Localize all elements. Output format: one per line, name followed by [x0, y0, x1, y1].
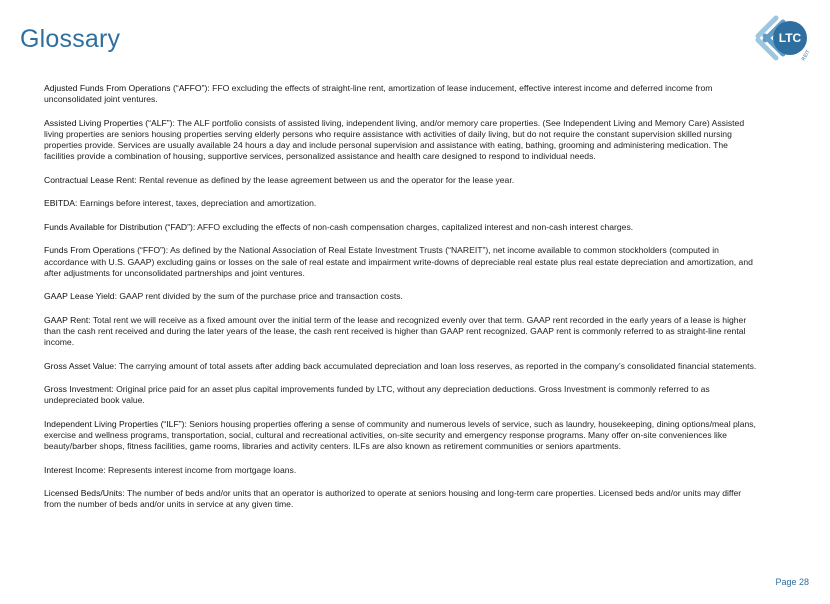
page-number: Page 28	[775, 577, 809, 587]
glossary-definition: The ALF portfolio consists of assisted living, independent living, and/or memory care properties. (See Independent Living and Memory Care) Assisted living properties are seniors housing properties serving elderly persons who require assistance with activities of daily living, but do not require the constant supervision skilled nursing properties provide. Services are usually available 24 hours a day and include personal supervision and assistance with eating, bathing, grooming and administering medication. The facilities provide a combination of housing, supportive services, personalized assistance and health care designed to respond to individual needs.	[44, 117, 745, 162]
glossary-entry: Independent Living Properties (“ILF”): Seniors housing properties offering a sense of community and numerous levels of service, such as laundry, housekeeping, dining options/meal plans, exercise and wellness programs, transportation, social, cultural and recreational activities, on-site security and emergency response programs. Many offer on-site conveniences like beauty/barber shops, fitness facilities, game rooms, libraries and activity centers. ILFs are also known as retirement communities or seniors apartments.	[44, 418, 756, 452]
glossary-entry: Contractual Lease Rent: Rental revenue as defined by the lease agreement between us and the operator for the lease year.	[44, 174, 515, 185]
logo-subtext: REIT	[800, 49, 812, 62]
glossary-definition: Earnings before interest, taxes, depreciation and amortization.	[79, 198, 317, 209]
glossary-definition: Original price paid for an asset plus capital improvements funded by LTC, without any depreciation deductions. Gross Investment is commonly referred to as undepreciated book value.	[44, 384, 710, 406]
glossary-term: Contractual Lease Rent	[44, 174, 135, 185]
glossary-definition: As defined by the National Association of Real Estate Investment Trusts (“NAREIT”), net income available to common stockholders (computed in accordance with U.S. GAAP) excluding gains or losses on the sale of real estate and impairment write-downs of depreciable real estate plus real estate depreciation and amortization, and after adjustments for unconsolidated partnerships and joint ventures.	[44, 245, 753, 278]
ltc-reit-logo	[752, 10, 814, 66]
glossary-term: Funds Available for Distribution (“FAD”)	[44, 221, 193, 232]
glossary-term: GAAP Lease Yield	[44, 291, 115, 302]
glossary-entry: Gross Investment: Original price paid for an asset plus capital improvements funded by LTC, without any depreciation deductions. Gross Investment is commonly referred to as undepreciated book value.	[44, 384, 710, 406]
glossary-entry: Assisted Living Properties (“ALF”): The ALF portfolio consists of assisted living, independent living, and/or memory care properties. (See Independent Living and Memory Care) Assisted living properties are seniors housing properties serving elderly persons who require assistance with activities of daily living, but do not require the constant supervision skilled nursing properties provide. Services are usually available 24 hours a day and include personal supervision and assistance with eating, bathing, grooming and administering medication. The facilities provide a combination of housing, supportive services, personalized assistance and health care designed to respond to individual needs.	[44, 117, 745, 162]
glossary-entry: Interest Income: Represents interest income from mortgage loans.	[44, 464, 297, 475]
glossary-term: EBITDA	[44, 198, 76, 209]
glossary-entry: Adjusted Funds From Operations (“AFFO”): FFO excluding the effects of straight-line rent, amortization of lease inducement, effective interest income and deferred income from unconsolidated joint ventures.	[44, 83, 713, 105]
glossary-list	[44, 83, 760, 523]
glossary-term: Interest Income	[44, 464, 104, 475]
glossary-term: Gross Asset Value	[44, 360, 115, 371]
logo-text: LTC	[778, 31, 802, 45]
glossary-definition: FFO excluding the effects of straight-line rent, amortization of lease inducement, effective interest income and deferred income from unconsolidated joint ventures.	[44, 83, 713, 105]
glossary-term: Adjusted Funds From Operations (“AFFO”)	[44, 83, 208, 93]
page-title: Glossary	[20, 25, 121, 53]
glossary-entry: Funds From Operations (“FFO”): As defined by the National Association of Real Estate Investment Trusts (“NAREIT”), net income available to common stockholders (computed in accordance with U.S. GAAP) excluding gains or losses on the sale of real estate and impairment write-downs of depreciable real estate plus real estate depreciation and amortization, and after adjustments for unconsolidated partnerships and joint ventures.	[44, 245, 753, 278]
glossary-definition: Total rent we will receive as a fixed amount over the initial term of the lease and recognized evenly over that term. GAAP rent recorded in the early years of a lease is higher than the cash rent received and during the later years of the lease, the cash rent received is higher than GAAP rent recognized. GAAP rent is commonly referred to as straight-line rental income.	[44, 314, 747, 348]
glossary-definition: The number of beds and/or units that an operator is authorized to operate at seniors housing and long-term care properties. Licensed beds and/or units may differ from the number of beds and/or units in service at any given time.	[44, 488, 742, 510]
glossary-definition: GAAP rent divided by the sum of the purchase price and transaction costs.	[119, 291, 403, 302]
glossary-entry: Gross Asset Value: The carrying amount of total assets after adding back accumulated depreciation and loan loss reserves, as reported in the company’s consolidated financial statements.	[44, 360, 757, 371]
glossary-definition: Rental revenue as defined by the lease agreement between us and the operator for the lease year.	[139, 174, 515, 185]
glossary-entry: GAAP Rent: Total rent we will receive as a fixed amount over the initial term of the lease and recognized evenly over that term. GAAP rent recorded in the early years of a lease is higher than the cash rent received and during the later years of the lease, the cash rent received is higher than GAAP rent recognized. GAAP rent is commonly referred to as straight-line rental income.	[44, 314, 747, 348]
glossary-term: Gross Investment	[44, 384, 112, 395]
glossary-entry: EBITDA: Earnings before interest, taxes, depreciation and amortization.	[44, 198, 317, 209]
glossary-entry: GAAP Lease Yield: GAAP rent divided by the sum of the purchase price and transaction costs.	[44, 291, 403, 302]
glossary-term: Assisted Living Properties (“ALF”)	[44, 117, 173, 128]
glossary-definition: The carrying amount of total assets after adding back accumulated depreciation and loan loss reserves, as reported in the company’s consolidated financial statements.	[118, 360, 757, 371]
glossary-entry: Licensed Beds/Units: The number of beds and/or units that an operator is authorized to operate at seniors housing and long-term care properties. Licensed beds and/or units may differ from the number of beds and/or units in service at any given time.	[44, 488, 742, 510]
glossary-term: Independent Living Properties (“ILF”)	[44, 418, 185, 429]
glossary-definition: Seniors housing properties offering a sense of community and numerous levels of service, such as laundry, housekeeping, dining options/meal plans, exercise and wellness programs, transportation, social, cultural and recreational activities, on-site security and emergency response programs. Many offer on-site conveniences like beauty/barber shops, fitness facilities, game rooms, libraries and activity centers. ILFs are also known as retirement communities or seniors apartments.	[44, 418, 756, 452]
glossary-entry: Funds Available for Distribution (“FAD”): AFFO excluding the effects of non-cash compensation charges, capitalized interest and non-cash interest charges.	[44, 221, 634, 232]
glossary-definition: AFFO excluding the effects of non-cash compensation charges, capitalized interest and non-cash interest charges.	[197, 221, 634, 232]
glossary-term: Licensed Beds/Units	[44, 488, 123, 499]
glossary-definition: Represents interest income from mortgage loans.	[108, 464, 297, 475]
glossary-term: GAAP Rent	[44, 314, 89, 325]
glossary-term: Funds From Operations (“FFO”)	[44, 245, 166, 256]
